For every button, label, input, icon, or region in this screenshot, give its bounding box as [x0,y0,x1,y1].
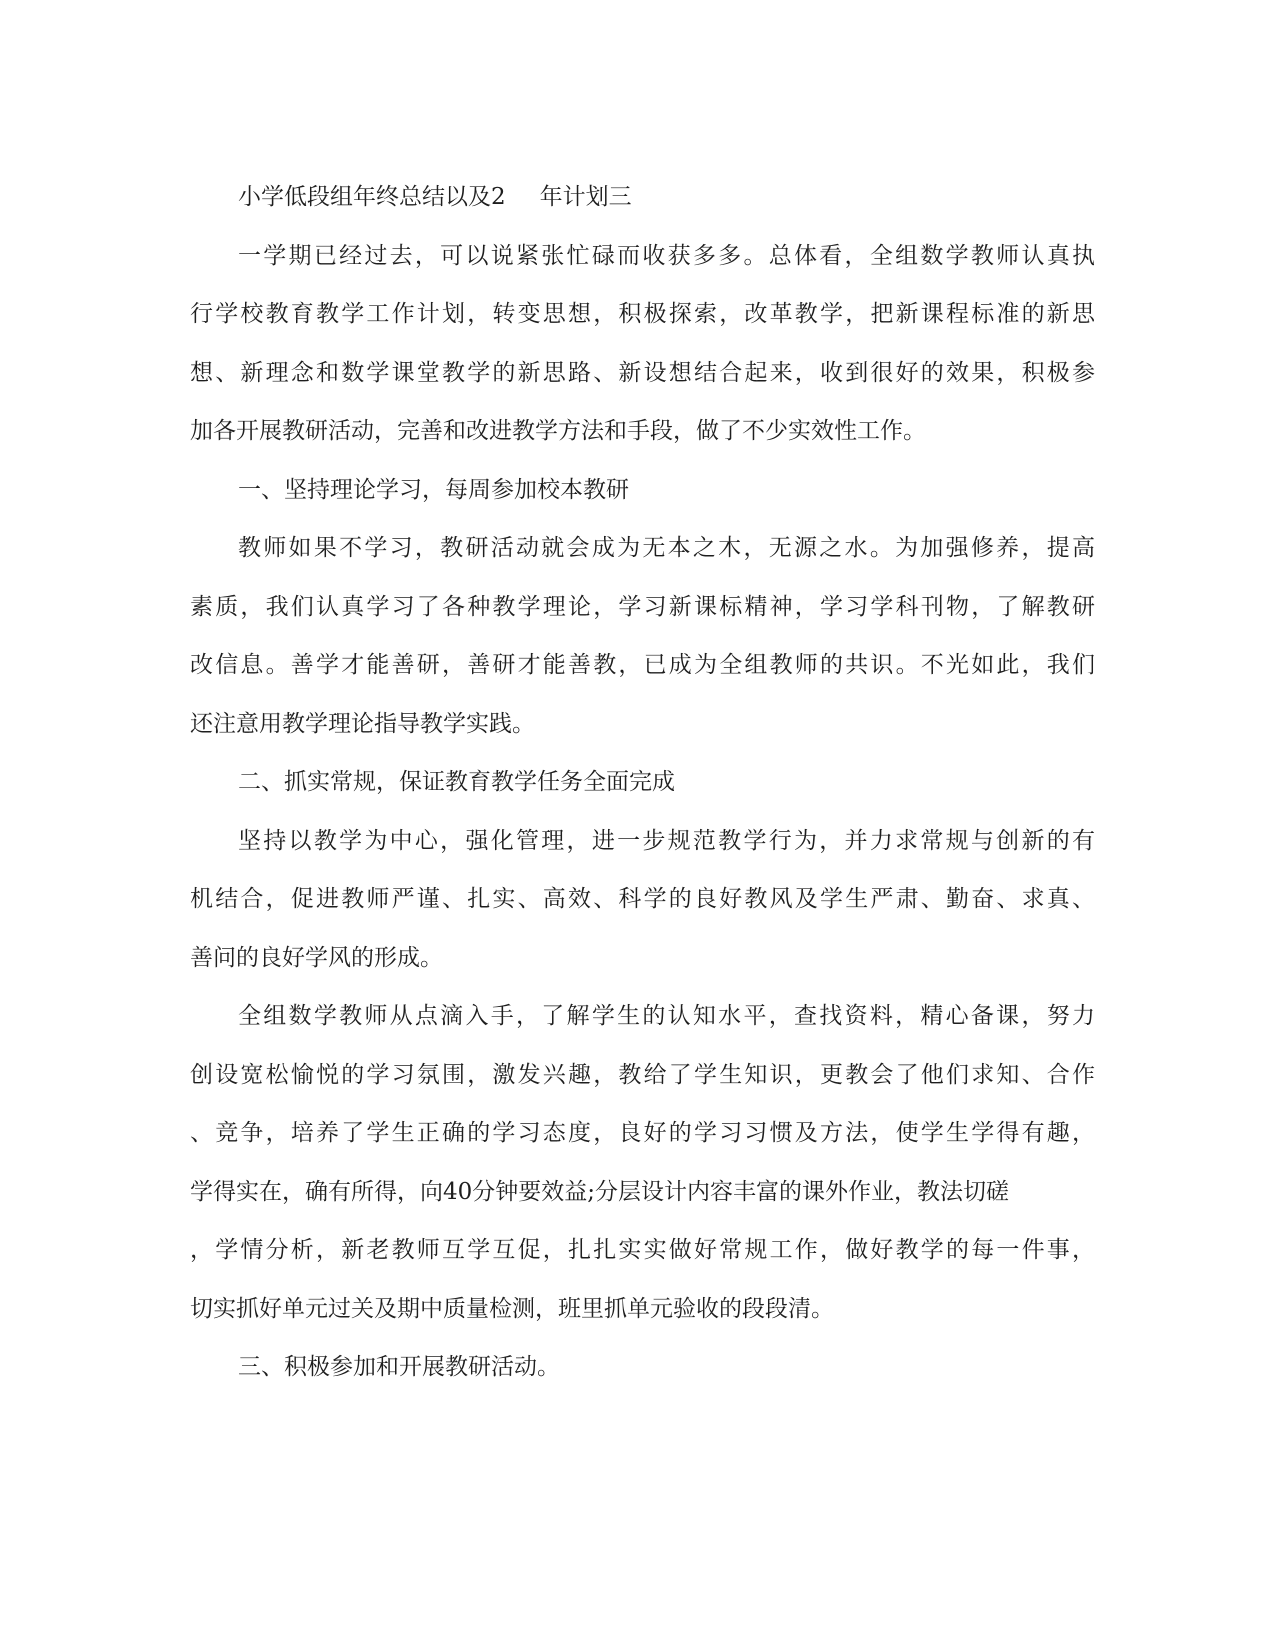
paragraph-routine [190,812,1095,988]
paragraph-line: 想、新理念和数学课堂教学的新思路、新设想结合起来，收到很好的效果，积极参 [190,359,1095,386]
paragraph-line: ，学情分析，新老教师互学互促，扎扎实实做好常规工作，做好教学的每一件事， [190,1237,1095,1263]
paragraph-line: 机结合，促进教师严谨、扎实、高效、科学的良好教风及学生严肃、勤奋、求真、 [190,886,1095,912]
paragraph-line: 行学校教育教学工作计划，转变思想，积极探索，改革教学，把新课程标准的新思 [190,301,1095,327]
paragraph-line: 一学期已经过去，可以说紧张忙碌而收获多多。总体看，全组数学教师认真执 [238,242,1095,269]
paragraph-line: 切实抓好单元过关及期中质量检测，班里抓单元验收的段段清。 [190,1295,834,1322]
paragraph-line: 、竞争，培养了学生正确的学习态度，良好的学习习惯及方法，使学生学得有趣， [190,1120,1095,1146]
heading-line: 三、积极参加和开展教研活动。 [238,1354,560,1380]
paragraph-teachers [190,987,1095,1338]
heading-line: 一、坚持理论学习，每周参加校本教研 [238,476,629,503]
document-title [190,168,1095,227]
title-part-2: 年计划三 [539,184,632,210]
section-heading-1 [190,461,1095,520]
paragraph-line: 创设宽松愉悦的学习氛围，激发兴趣，教给了学生知识，更教会了他们求知、合作 [190,1061,1095,1088]
paragraph-line: 教师如果不学习，教研活动就会成为无本之木，无源之水。为加强修养，提高 [238,535,1095,561]
paragraph-line: 学得实在，确有所得，向40分钟要效益;分层设计内容丰富的课外作业，教法切磋 [190,1178,1010,1205]
paragraph-line: 坚持以教学为中心，强化管理，进一步规范教学行为，并力求常规与创新的有 [238,827,1095,854]
section-heading-3 [190,1338,1095,1397]
title-part-1: 小学低段组年终总结以及2 [238,184,506,210]
paragraph-line: 改信息。善学才能善研，善研才能善教，已成为全组教师的共识。不光如此，我们 [190,652,1095,678]
paragraph-line: 还注意用教学理论指导教学实践。 [190,710,535,737]
document-body [190,168,1095,1397]
section-heading-2 [190,753,1095,812]
paragraph-theory [190,519,1095,753]
paragraph-intro [190,227,1095,461]
paragraph-line: 全组数学教师从点滴入手，了解学生的认知水平，查找资料，精心备课，努力 [238,1003,1095,1029]
paragraph-line: 加各开展教研活动，完善和改进教学方法和手段，做了不少实效性工作。 [190,418,926,444]
paragraph-line: 素质，我们认真学习了各种教学理论，学习新课标精神，学习学科刊物，了解教研 [190,593,1095,620]
paragraph-line: 善问的良好学风的形成。 [190,944,443,971]
heading-line: 二、抓实常规，保证教育教学任务全面完成 [238,769,675,795]
